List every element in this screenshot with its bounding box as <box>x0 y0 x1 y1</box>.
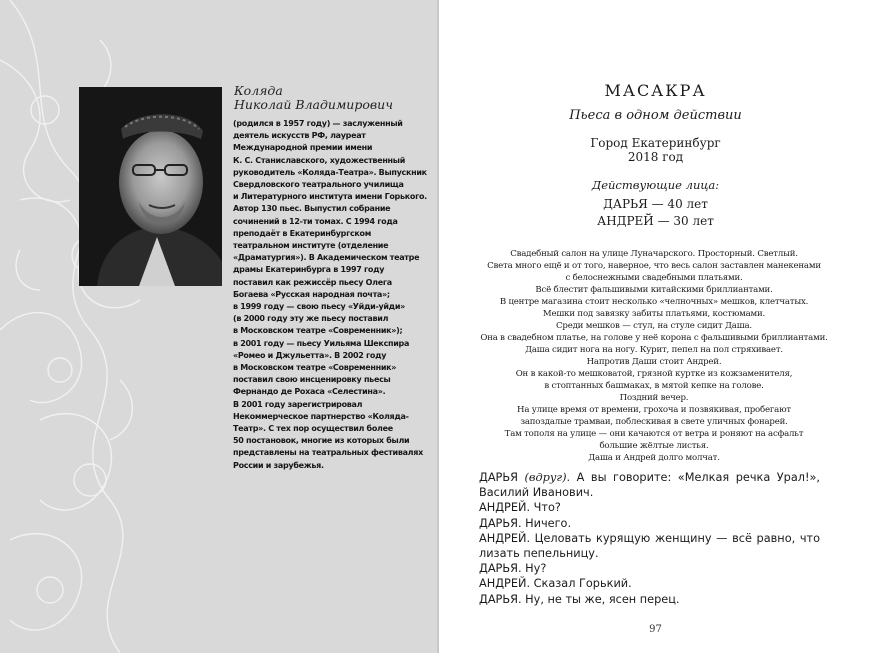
bio-line: драмы Екатеринбурга в 1997 году <box>233 265 385 275</box>
speaker-name: АНДРЕЙ <box>479 531 527 545</box>
stage-direction-line: Свадебный салон на улице Луначарского. Просторный. Светлый. <box>510 249 798 259</box>
stage-direction-line: Даша и Андрей долго молчат. <box>588 453 720 463</box>
dialogue-line <box>479 516 820 531</box>
speaker-name: ДАРЬЯ <box>479 592 518 606</box>
stage-direction-line: запоздалые трамваи, поблескивая в свете уличных фонарей. <box>520 417 788 427</box>
dialogue-text: . Ну? <box>517 562 547 576</box>
bio-line: Свердловского театрального училища <box>233 180 404 190</box>
stage-direction-line: Среди мешков — стул, на стуле сидит Даша. <box>556 321 752 331</box>
bio-line: В 2001 году зарегистрировал <box>233 399 363 409</box>
dialogue-text: . Ничего. <box>517 516 572 530</box>
dialogue-line <box>479 531 820 561</box>
stage-directions <box>479 248 829 464</box>
dialogue-line <box>479 592 820 607</box>
stage-direction-line: в стоптанных башмаках, в мятой кепке на голове. <box>544 381 764 391</box>
dialogue-text: . Сказал Горький. <box>526 577 632 591</box>
author-name <box>234 84 424 112</box>
stage-direction-line: с белоснежными свадебными платьями. <box>565 273 743 283</box>
bio-line: 50 постановок, многие из которых были <box>233 436 410 446</box>
cast-member: ДАРЬЯ — 40 лет <box>603 197 708 211</box>
dialogue <box>479 470 820 607</box>
author-biography <box>233 118 427 472</box>
dialogue-text: . Целовать курящую женщину — всё равно, что лизать пепельницу. <box>479 531 820 561</box>
cast-heading: Действующие лица: <box>591 178 720 192</box>
bio-line: «Ромео и Джульетта». В 2002 году <box>233 350 387 360</box>
cast-member: АНДРЕЙ — 30 лет <box>597 214 714 228</box>
bio-line: России и зарубежья. <box>233 460 324 470</box>
dialogue-line <box>479 470 820 500</box>
bio-line: поставил как режиссёр пьесу Олега <box>233 277 392 287</box>
stage-direction-line: Там тополя на улице — они качаются от ветра и роняют на асфальт <box>504 429 804 439</box>
bio-line: деятель искусств РФ, лауреат <box>233 131 366 141</box>
speaker-name: ДАРЬЯ <box>479 562 518 576</box>
dialogue-line <box>479 576 820 591</box>
bio-line: театральном институте (отделение <box>233 241 389 251</box>
cast-list <box>439 196 872 230</box>
speaker-name: ДАРЬЯ <box>479 516 518 530</box>
speaker-name: ДАРЬЯ <box>479 471 518 484</box>
stage-direction-line: Всё блестит фальшивыми китайскими бриллиантами. <box>535 285 773 295</box>
bio-line: в Московском театре «Современник»); <box>233 326 403 336</box>
speaker-name: АНДРЕЙ <box>479 501 527 515</box>
bio-line: в Московском театре «Современник» <box>233 363 397 373</box>
stage-direction-line: Напротив Даши стоит Андрей. <box>586 357 722 367</box>
stage-direction-line: Света много ещё и от того, наверное, что весь салон заставлен манекенами <box>487 261 821 271</box>
stage-direction-line: На улице время от времени, грохоча и позвякивая, пробегают <box>517 405 791 415</box>
stage-direction-line: Она в свадебном платье, на голове у неё корона с фальшивыми бриллиантами. <box>480 333 828 343</box>
setting-year: 2018 год <box>627 150 684 164</box>
bio-line: (родился в 1957 году) — заслуженный <box>233 119 403 128</box>
bio-line: Некоммерческое партнерство «Коляда- <box>233 411 409 421</box>
stage-remark: (вдруг) <box>524 471 567 484</box>
play-subtitle: Пьеса в одном действии <box>569 108 742 123</box>
bio-line: преподаёт в Екатеринбургском <box>233 228 371 238</box>
dialogue-text: . А вы говорите: «Мелкая речка Урал!», Василий Иванович. <box>479 471 820 500</box>
stage-direction-line: большие жёлтые листья. <box>599 441 709 451</box>
speaker-name: АНДРЕЙ <box>479 577 527 591</box>
play-title: МАСАКРА <box>604 81 707 100</box>
stage-direction-line: В центре магазина стоит несколько «челночных» мешков, клетчатых. <box>499 297 809 307</box>
page-number: 97 <box>649 624 662 635</box>
author-photo <box>79 87 222 286</box>
stage-direction-line: Даша сидит нога на ногу. Курит, пепел на пол стряхивает. <box>525 345 783 355</box>
stage-direction-line: Он в какой-то мешковатой, грязной куртке из кожзаменителя, <box>515 369 793 379</box>
setting-info <box>439 136 872 164</box>
dialogue-line <box>479 561 820 576</box>
bio-line: и Литературного института имени Горького. <box>233 192 427 202</box>
dialogue-line <box>479 500 820 515</box>
dialogue-text: . Ну, не ты же, ясен перец. <box>517 592 680 606</box>
bio-line: руководитель «Коляда-Театра». Выпускник <box>233 167 427 177</box>
bio-line: поставил свою инсценировку пьесы <box>233 375 391 385</box>
stage-direction-line: Поздний вечер. <box>619 393 689 403</box>
dialogue-text: . Что? <box>526 501 561 515</box>
bio-line: К. С. Станиславского, художественный <box>233 155 406 165</box>
author-given-names: Николай Владимирович <box>234 97 393 112</box>
bio-line: (в 2000 году эту же пьесу поставил <box>233 314 389 324</box>
bio-line: в 2001 году — пьесу Уильяма Шекспира <box>233 338 410 348</box>
bio-line: Театр». С тех пор осуществил более <box>233 424 393 434</box>
bio-line: Фернандо де Рохаса «Селестина». <box>233 387 386 397</box>
stage-direction-line: Мешки под завязку забиты платьями, костюмами. <box>542 309 766 319</box>
bio-line: Автор 130 пьес. Выпустил собрание <box>233 204 391 214</box>
bio-line: в 1999 году — свою пьесу «Уйди-уйди» <box>233 302 406 312</box>
author-surname: Коляда <box>234 83 283 98</box>
bio-line: Международной премии имени <box>233 143 373 153</box>
bio-line: «Драматургия»). В Академическом театре <box>233 253 420 263</box>
setting-city: Город Екатеринбург <box>590 136 721 150</box>
bio-line: Богаева «Русская народная почта»; <box>233 289 390 299</box>
bio-line: представлены на театральных фестивалях <box>233 448 423 458</box>
bio-line: сочинений в 12-ти томах. С 1994 года <box>233 216 398 226</box>
